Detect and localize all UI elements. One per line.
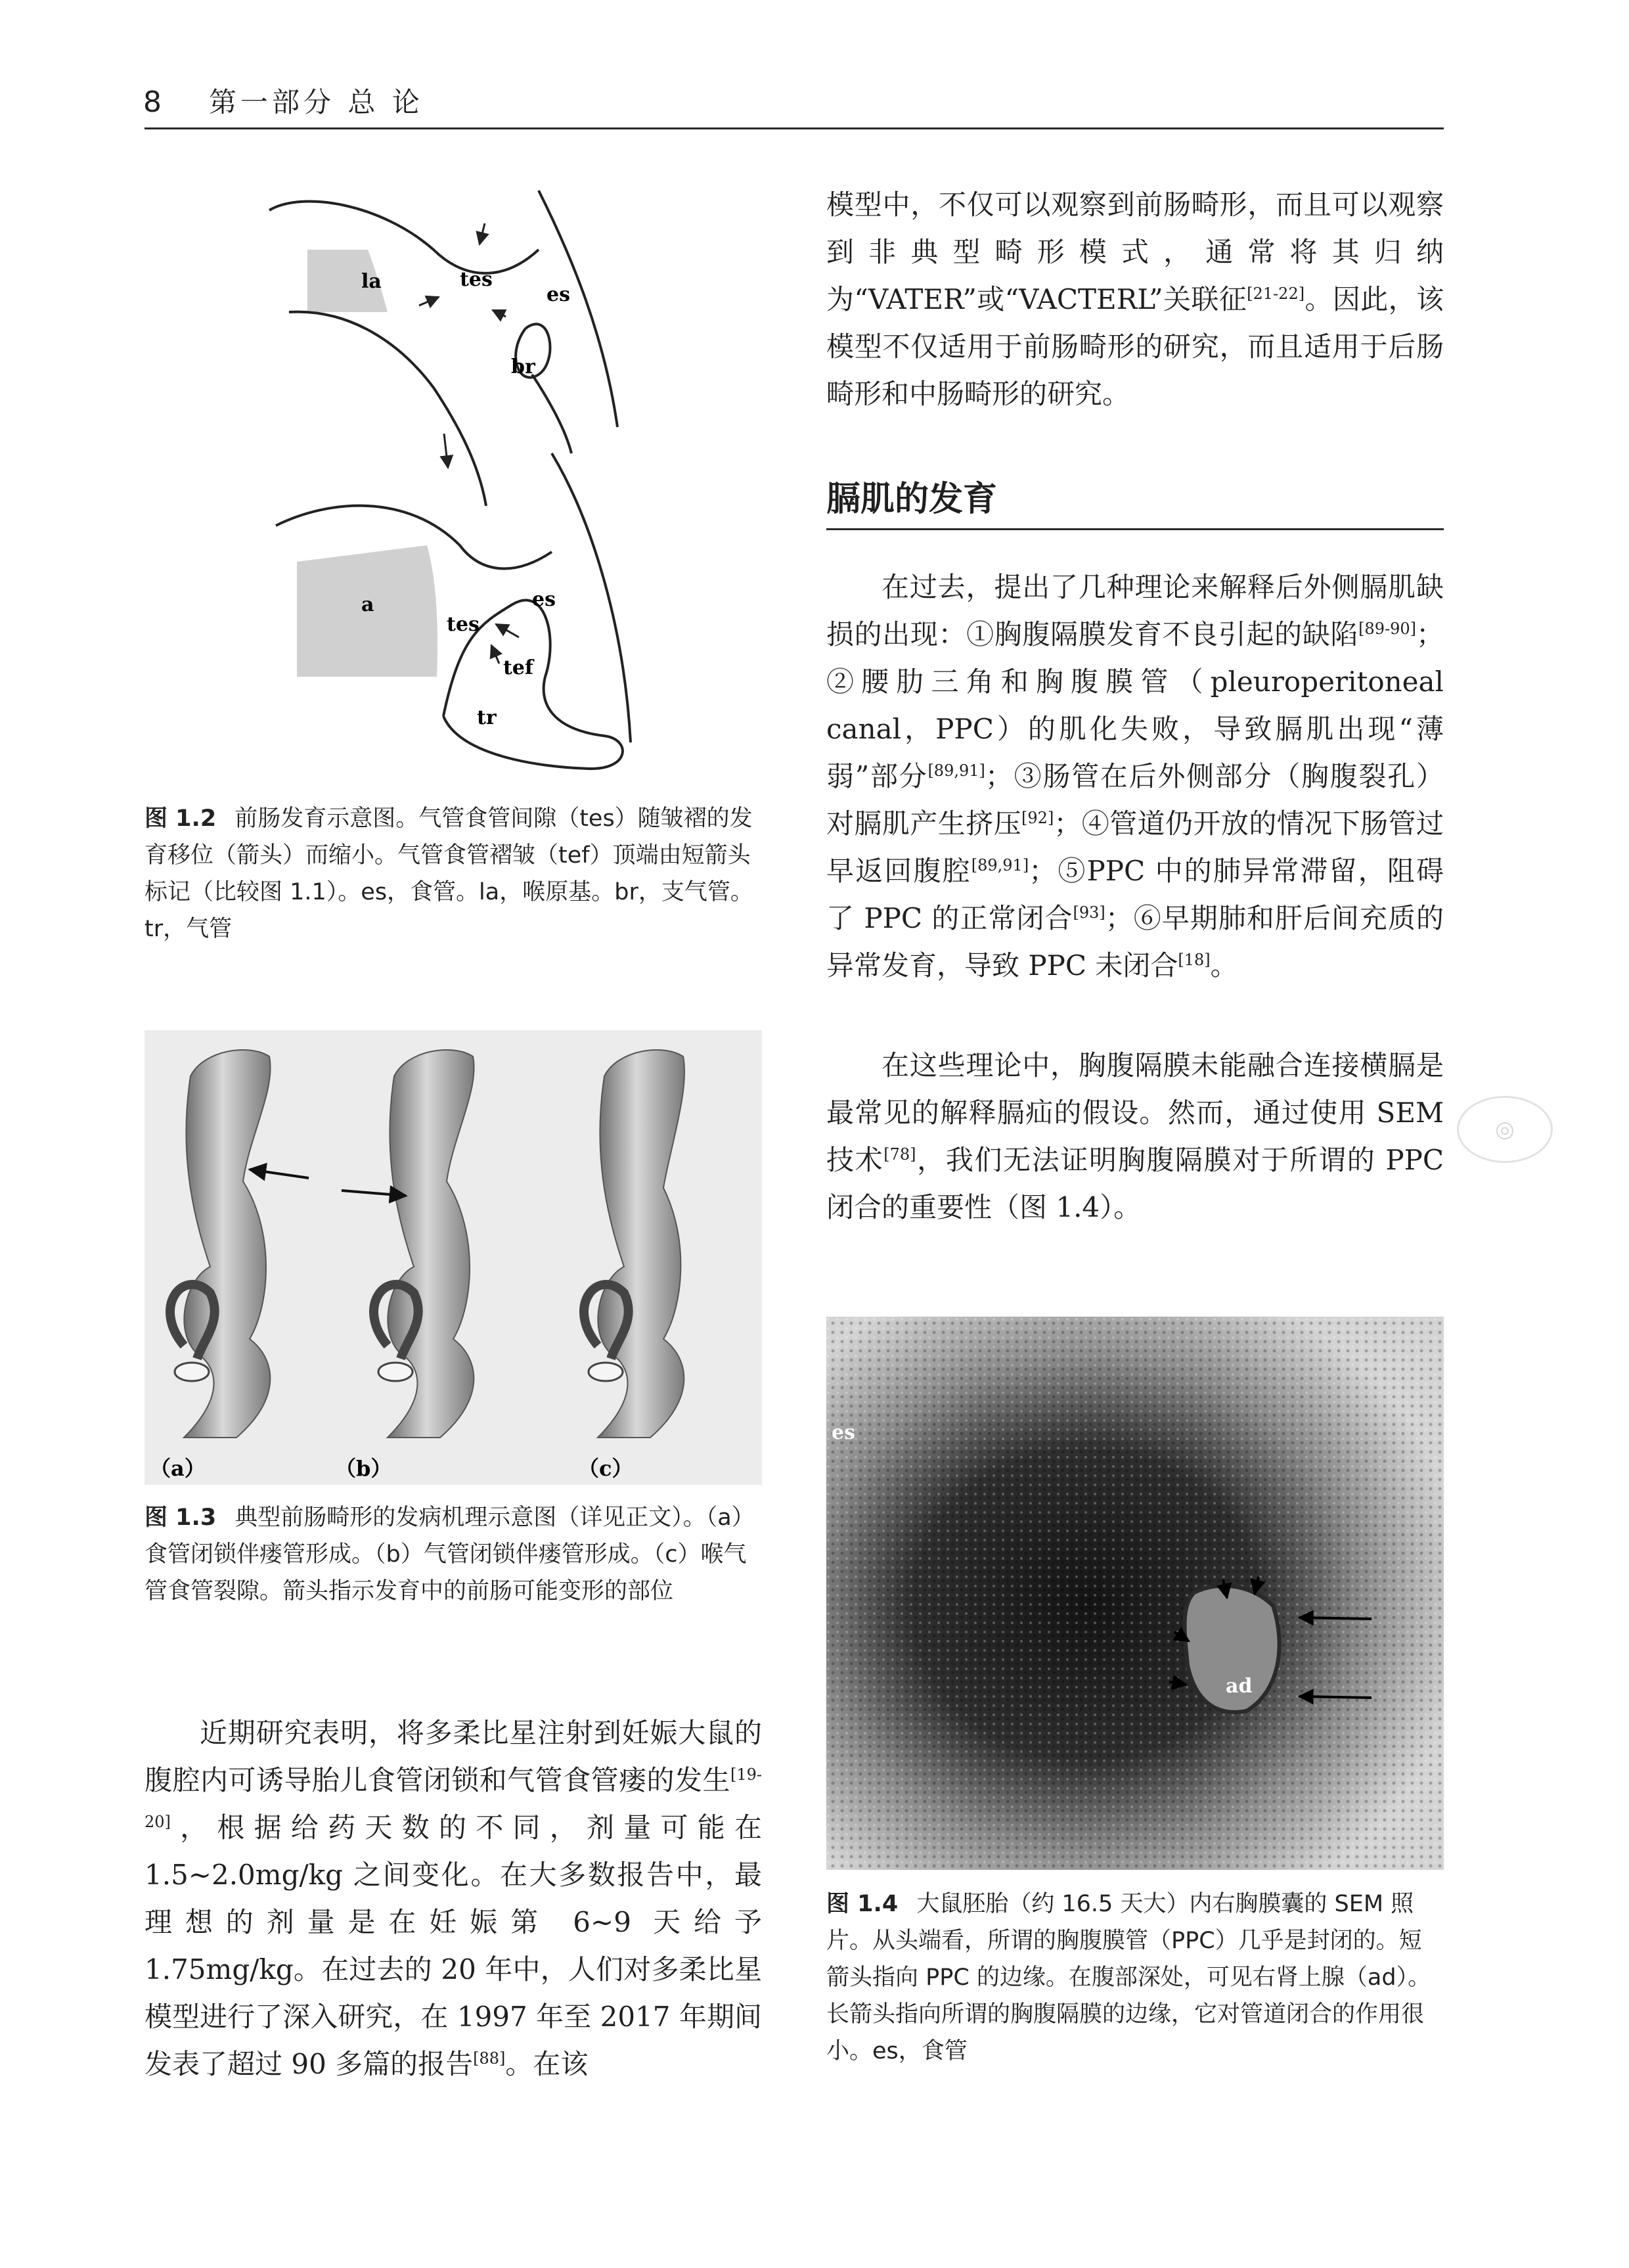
theory-text-2: ；②腰肋三角和胸腹膜管（pleuroperitoneal canal，PPC）的肌化失败，导致膈肌出现“薄弱”部分	[826, 618, 1444, 792]
left-body-paragraph	[145, 1710, 762, 2088]
citation-78: [78]	[883, 1145, 916, 1164]
theory-text-5: ；⑤PPC 中的肺异常滞留，阻碍了 PPC 的正常闭合	[826, 855, 1444, 934]
label-tr: tr	[477, 706, 497, 729]
section-title: 第一部分 总 论	[209, 86, 424, 118]
label-tes-top: tes	[460, 268, 493, 291]
left-para-text-2: ，根据给药天数的不同，剂量可能在 1.5~2.0mg/kg 之间变化。在大多数报告中，最理想的剂量是在妊娠第 6~9 天给予 1.75mg/kg。在过去的 20 年中，人们对多柔比星模型进行了深入研究，在 1997 年至 2017 年期间发表了超过 90 多篇的报告	[145, 1811, 762, 2080]
citation-18: [18]	[1178, 951, 1211, 969]
figure-1-4-caption	[826, 1886, 1444, 2070]
figure-1-3-caption-text: 典型前肠畸形的发病机理示意图（详见正文）。（a）食管闭锁伴瘘管形成。（b）气管闭锁伴瘘管形成。（c）喉气管食管裂隙。箭头指示发育中的前肠可能变形的部位	[145, 1505, 755, 1604]
panel-label-c: （c）	[578, 1456, 633, 1481]
left-para-text-1: 近期研究表明，将多柔比星注射到妊娠大鼠的腹腔内可诱导胎儿食管闭锁和气管食管瘘的发生	[145, 1717, 762, 1796]
citation-89-91-a: [89,91]	[927, 761, 985, 780]
citation-88: [88]	[473, 2049, 506, 2068]
theory-text-1: 在过去，提出了几种理论来解释后外侧膈肌缺损的出现：①胸腹隔膜发育不良引起的缺陷	[826, 571, 1444, 650]
sem-text-1: 在这些理论中，胸腹隔膜未能融合连接横膈是最常见的解释膈疝的假设。然而，通过使用 SEM 技术	[826, 1049, 1444, 1176]
theory-text-6: ；⑥早期肺和肝后间充质的异常发育，导致 PPC 未闭合	[826, 902, 1444, 982]
left-para-text-3: 。在该	[505, 2048, 589, 2080]
page-number: 8	[143, 85, 162, 119]
figure-1-2-caption	[145, 800, 762, 947]
label-ad: ad	[1226, 1675, 1253, 1698]
right-theories-paragraph	[826, 564, 1444, 989]
figure-1-2-caption-label: 图 1.2	[145, 805, 217, 832]
right-cont-text-1: 模型中，不仅可以观察到前肠畸形，而且可以观察到非典型畸形模式，通常将其归纳为“VATER”或“VACTERL”关联征	[826, 189, 1444, 315]
right-cont-text-2: 。因此，该模型不仅适用于前肠畸形的研究，而且适用于后肠畸形和中肠畸形的研究。	[826, 283, 1444, 410]
side-watermark-icon: ◎	[1457, 1096, 1553, 1163]
figure-1-4-caption-text: 大鼠胚胎（约 16.5 天大）内右胸膜囊的 SEM 照片。从头端看，所谓的胸腹膜管（PPC）几乎是封闭的。短箭头指向 PPC 的边缘。在腹部深处，可见右肾上腺（ad）。长箭头指向所谓的胸腹隔膜的边缘，它对管道闭合的作用很小。es，食管	[826, 1891, 1431, 2064]
theory-text-7: 。	[1210, 949, 1238, 982]
citation-21-22: [21-22]	[1247, 284, 1305, 303]
section-heading-rule	[826, 528, 1444, 530]
figure-1-3-caption-label: 图 1.3	[145, 1505, 217, 1531]
label-tef: tef	[503, 656, 533, 679]
label-a: a	[361, 593, 374, 616]
section-heading: 膈肌的发育	[826, 480, 998, 519]
label-es-sem: es	[832, 1421, 855, 1444]
figure-1-4-sem-photo	[826, 1317, 1444, 1870]
label-es-top: es	[547, 283, 570, 306]
label-es-bottom: es	[532, 588, 556, 611]
theory-text-4: ；④管道仍开放的情况下肠管过早返回腹腔	[826, 807, 1444, 887]
header-rule	[145, 127, 1444, 129]
citation-93: [93]	[1073, 903, 1105, 922]
theory-text-3: ；③肠管在后外侧部分（胸腹裂孔）对膈肌产生挤压	[826, 760, 1444, 840]
figure-1-2-diagram	[263, 177, 670, 775]
figure-1-3-caption	[145, 1499, 762, 1610]
label-br: br	[511, 355, 535, 378]
panel-label-a: （a）	[150, 1456, 206, 1481]
citation-89-90: [89-90]	[1358, 620, 1416, 638]
citation-19-20: [19-20]	[145, 1765, 762, 1831]
right-continuation-paragraph	[826, 181, 1444, 418]
panel-label-b: （b）	[335, 1456, 392, 1481]
label-tes-bottom: tes	[447, 613, 480, 636]
sem-text-2: ，我们无法证明胸腹隔膜对于所谓的 PPC 闭合的重要性（图 1.4）。	[826, 1144, 1444, 1223]
figure-1-4-caption-label: 图 1.4	[826, 1891, 899, 1917]
citation-89-91-b: [89,91]	[971, 856, 1029, 874]
citation-92: [92]	[1021, 809, 1054, 827]
label-la: la	[361, 270, 382, 293]
right-sem-paragraph	[826, 1042, 1444, 1231]
figure-1-2-caption-text: 前肠发育示意图。气管食管间隙（tes）随皱褶的发育移位（箭头）而缩小。气管食管褶皱（tef）顶端由短箭头标记（比较图 1.1）。es，食管。la，喉原基。br，支气管。tr，气管	[145, 805, 753, 942]
figure-1-3-illustration	[145, 1030, 762, 1485]
